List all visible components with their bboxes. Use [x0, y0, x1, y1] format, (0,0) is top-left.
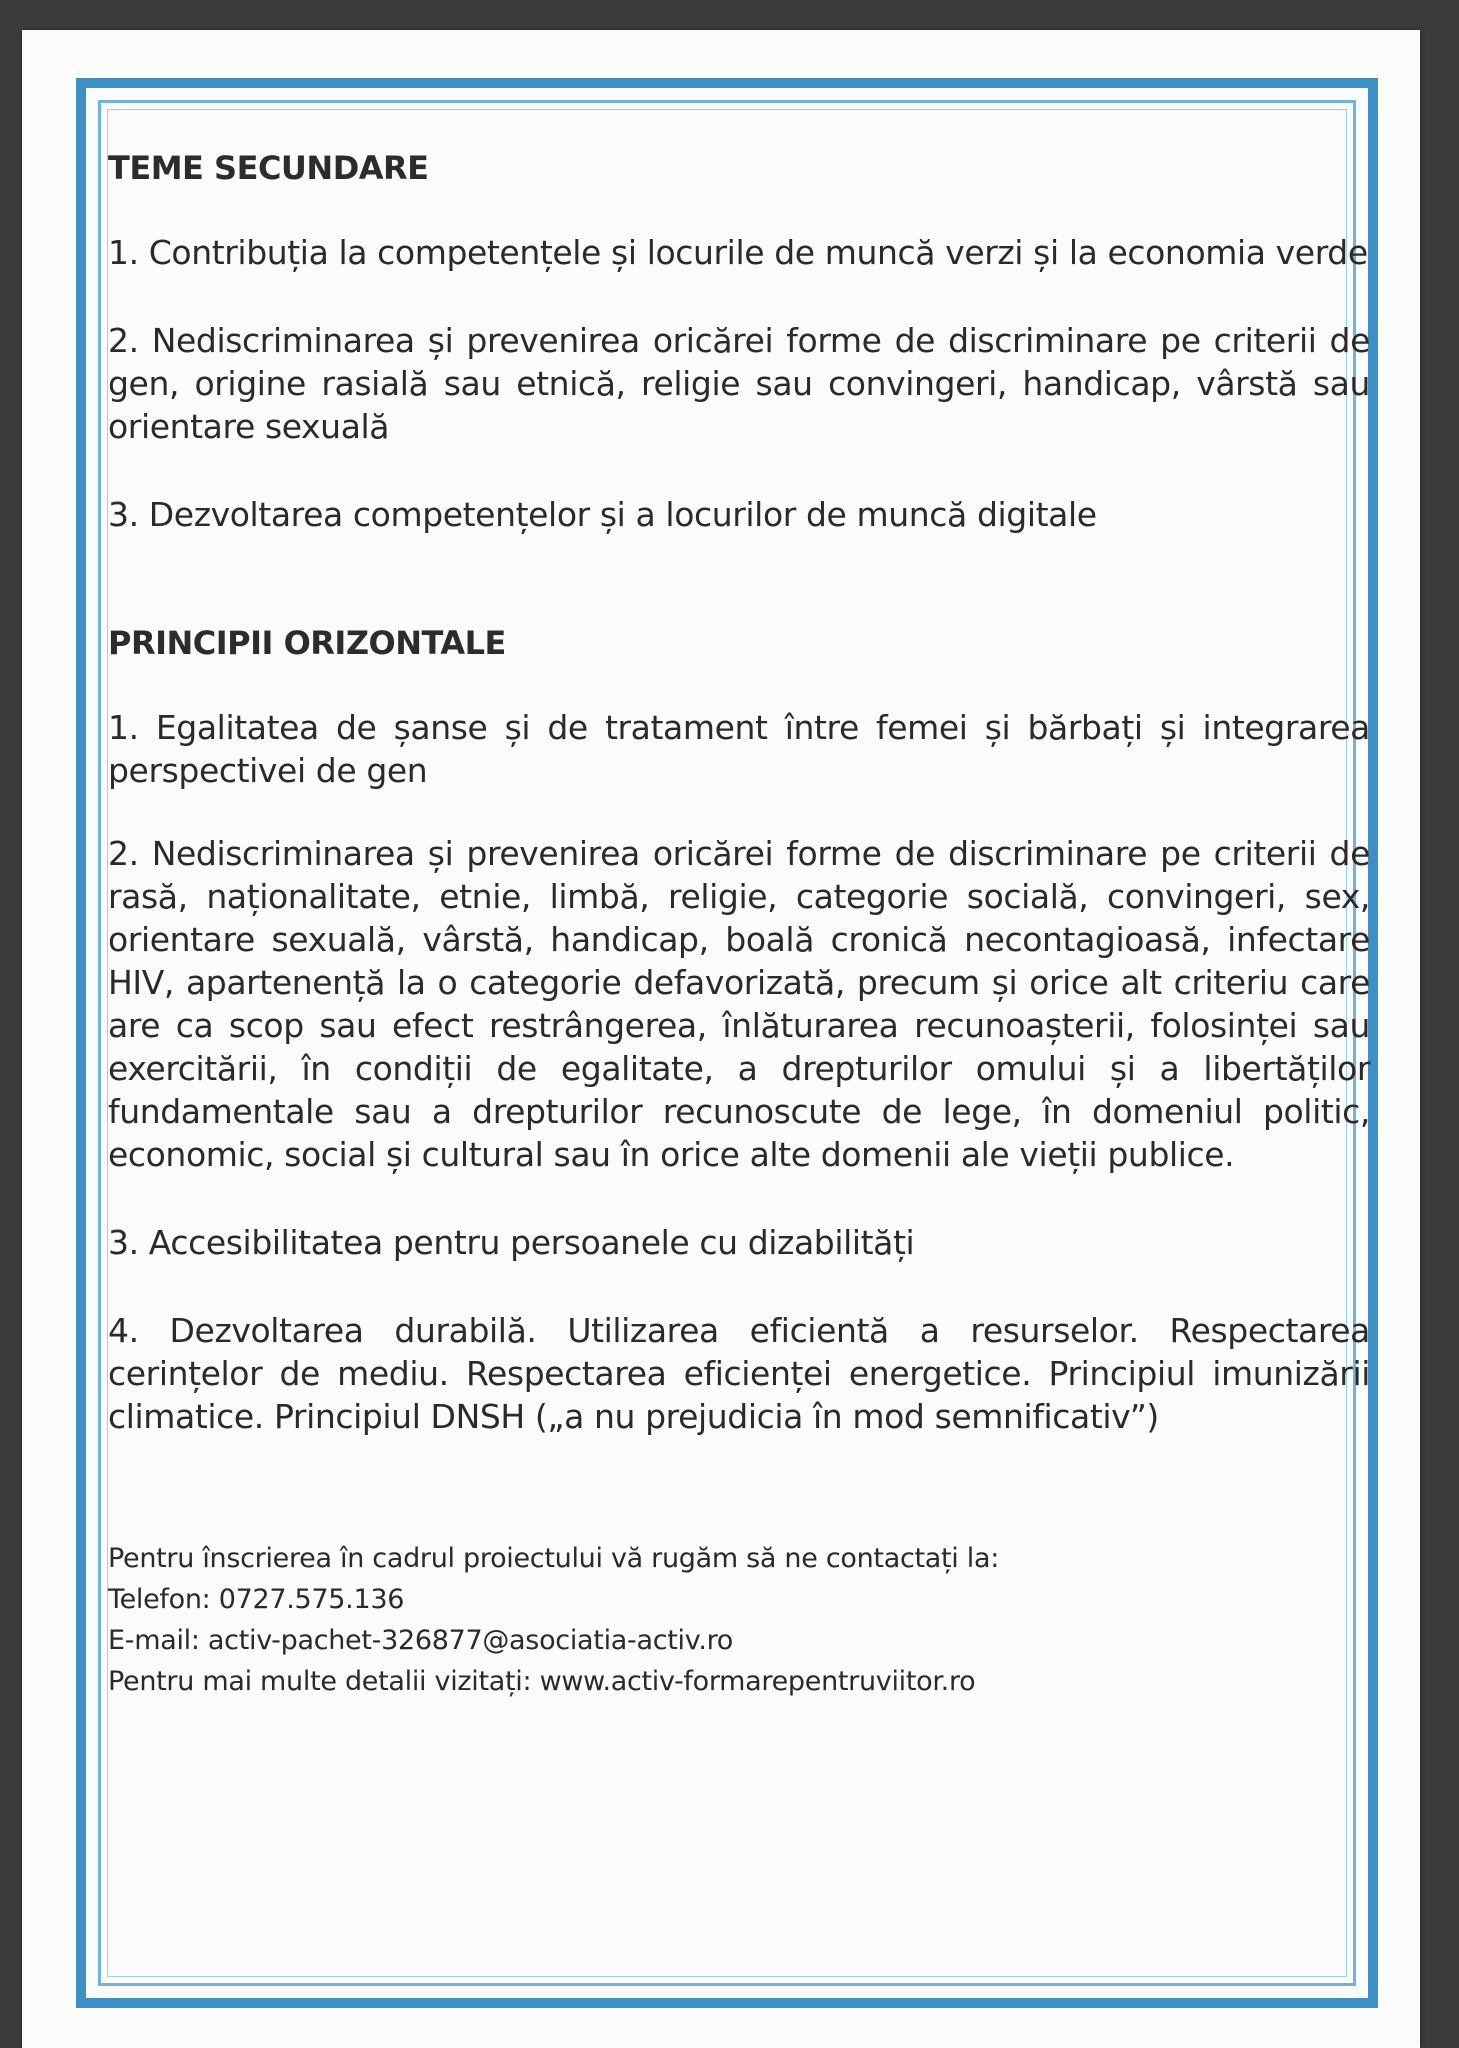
orizontale-item-1: 1. Egalitatea de șanse și de tratament între femei și bărbați și integrarea perspectivei de gen [108, 708, 1370, 790]
contact-block [108, 1538, 1370, 1702]
contact-website[interactable]: Pentru mai multe detalii vizitați: www.activ-formarepentruviitor.ro [108, 1666, 976, 1697]
orizontale-item-4: 4. Dezvoltarea durabilă. Utilizarea eficientă a resurselor. Respectarea cerințelor de mediu. Respectarea eficienței energetice. Principiul imunizării climatice. Principiul DNSH („a nu prejudicia în mod semnificativ”) [108, 1311, 1370, 1436]
secundare-item-2: 2. Nediscriminarea și prevenirea oricărei forme de discriminare pe criterii de gen, origine rasială sau etnică, religie sau convingeri, handicap, vârstă sau orientare sexuală [108, 321, 1370, 446]
contact-phone[interactable]: Telefon: 0727.575.136 [108, 1584, 405, 1615]
orizontale-item-3: 3. Accesibilitatea pentru persoanele cu dizabilități [108, 1223, 915, 1262]
secundare-item-1: 1. Contribuția la competențele și locurile de muncă verzi și la economia verde [108, 233, 1368, 272]
contact-intro: Pentru înscrierea în cadrul proiectului vă rugăm să ne contactați la: [108, 1543, 1000, 1574]
orizontale-item-2: 2. Nediscriminarea și prevenirea oricărei forme de discriminare pe criterii de rasă, naționalitate, etnie, limbă, religie, categorie socială, convingeri, sex, orientare sexuală, vârstă, handicap, boală cronică necontagioasă, infectare HIV, apartenență la o categorie defavorizată, precum și orice alt criteriu care are ca scop sau efect restrângerea, înlăturarea recunoașterii, folosinței sau exercitării, în condiții de egalitate, a drepturilor omului și a libertăților fundamentale sau a drepturilor recunoscute de lege, în domeniul politic, economic, social și cultural sau în orice alte domenii ale vieții publice. [108, 834, 1370, 1174]
heading-teme-secundare: TEME SECUNDARE [108, 149, 429, 187]
secundare-item-3: 3. Dezvoltarea competențelor și a locurilor de muncă digitale [108, 495, 1097, 534]
heading-principii-orizontale: PRINCIPII ORIZONTALE [108, 624, 506, 662]
document-content [108, 140, 1370, 1702]
contact-email[interactable]: E-mail: activ-pachet-326877@asociatia-activ.ro [108, 1625, 734, 1656]
